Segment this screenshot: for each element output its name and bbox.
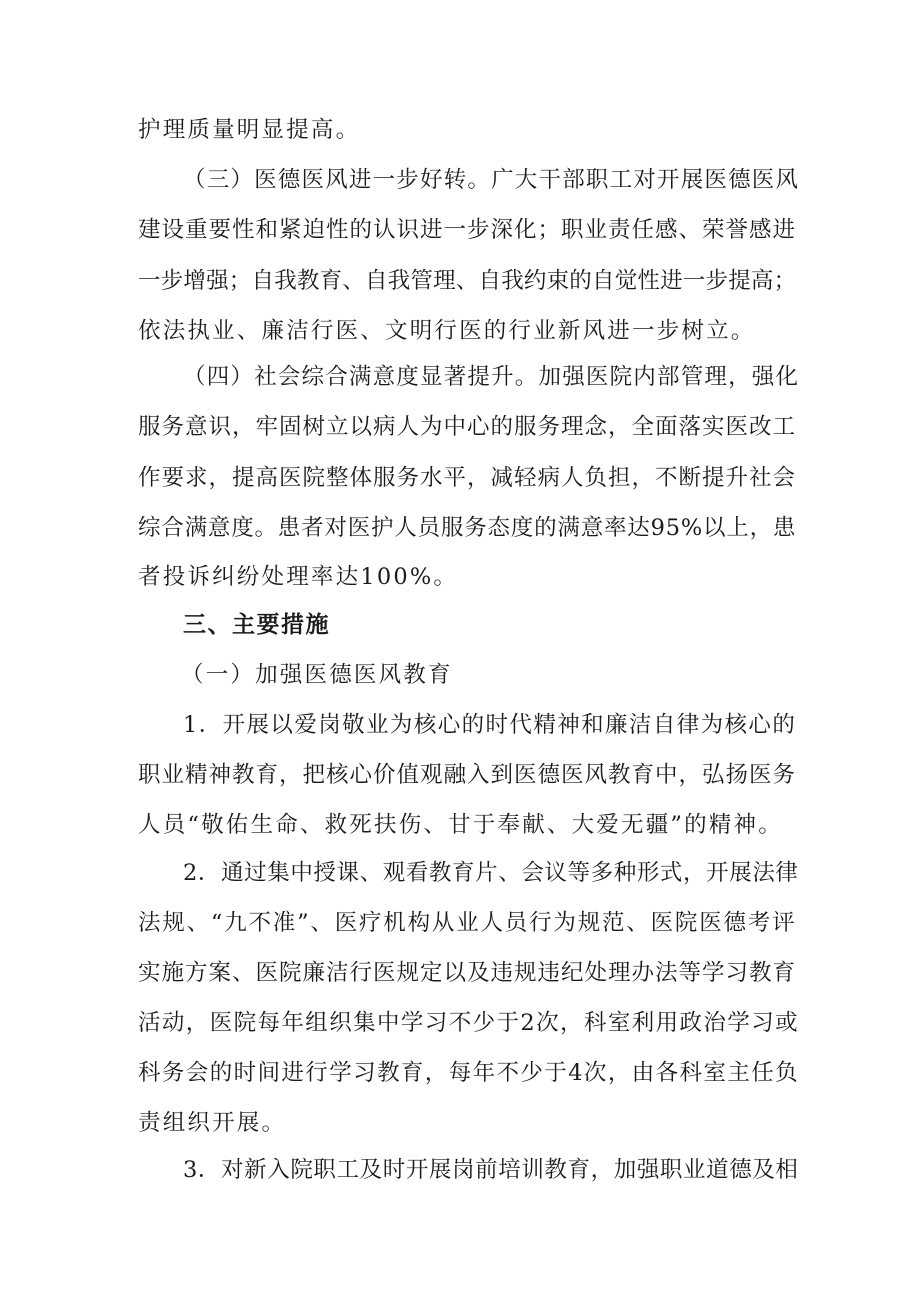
paragraph-line: 作要求，提高医院整体服务水平，减轻病人负担，不断提升社会 — [138, 465, 797, 491]
paragraph-line: 建设重要性和紧迫性的认识进一步深化；职业责任感、荣誉感进 — [138, 217, 797, 243]
paragraph-line: 护理质量明显提高。 — [138, 117, 361, 143]
paragraph-line: 3．对新入院职工及时开展岗前培训教育，加强职业道德及相 — [183, 1157, 799, 1183]
paragraph-line: 1．开展以爱岗敬业为核心的时代精神和廉洁自律为核心的 — [183, 712, 797, 738]
subsection-heading: （一）加强医德医风教育 — [181, 662, 453, 688]
paragraph-line: 实施方案、医院廉洁行医规定以及违规违纪处理办法等学习教育 — [138, 960, 797, 986]
paragraph-line: 人员“敬佑生命、救死扶伤、甘于奉献、大爱无疆”的精神。 — [138, 812, 783, 838]
paragraph-line: 者投诉纠纷处理率达100%。 — [138, 564, 459, 590]
paragraph-line: （四）社会综合满意度显著提升。加强医院内部管理，强化 — [183, 364, 800, 390]
paragraph-line: 依法执业、廉洁行医、文明行医的行业新风进一步树立。 — [138, 318, 756, 344]
paragraph-line: 法规、“九不准”、医疗机构从业人员行为规范、医院医德考评 — [138, 910, 797, 936]
paragraph-line: 服务意识，牢固树立以病人为中心的服务理念，全面落实医改工 — [138, 414, 797, 440]
paragraph-line: 一步增强；自我教育、自我管理、自我约束的自觉性进一步提高； — [138, 268, 797, 294]
paragraph-line: 综合满意度。患者对医护人员服务态度的满意率达95%以上，患 — [138, 515, 797, 541]
paragraph-line: 2．通过集中授课、观看教育片、会议等多种形式，开展法律 — [183, 860, 799, 886]
paragraph-line: 活动，医院每年组织集中学习不少于2次，科室利用政治学习或 — [138, 1010, 800, 1036]
paragraph-line: 科务会的时间进行学习教育，每年不少于4次，由各科室主任负 — [138, 1060, 800, 1086]
paragraph-line: 责组织开展。 — [138, 1110, 287, 1136]
section-heading: 三、主要措施 — [183, 612, 330, 638]
paragraph-line: 职业精神教育，把核心价值观融入到医德医风教育中，弘扬医务 — [138, 762, 797, 788]
paragraph-line: （三）医德医风进一步好转。广大干部职工对开展医德医风 — [183, 167, 800, 193]
